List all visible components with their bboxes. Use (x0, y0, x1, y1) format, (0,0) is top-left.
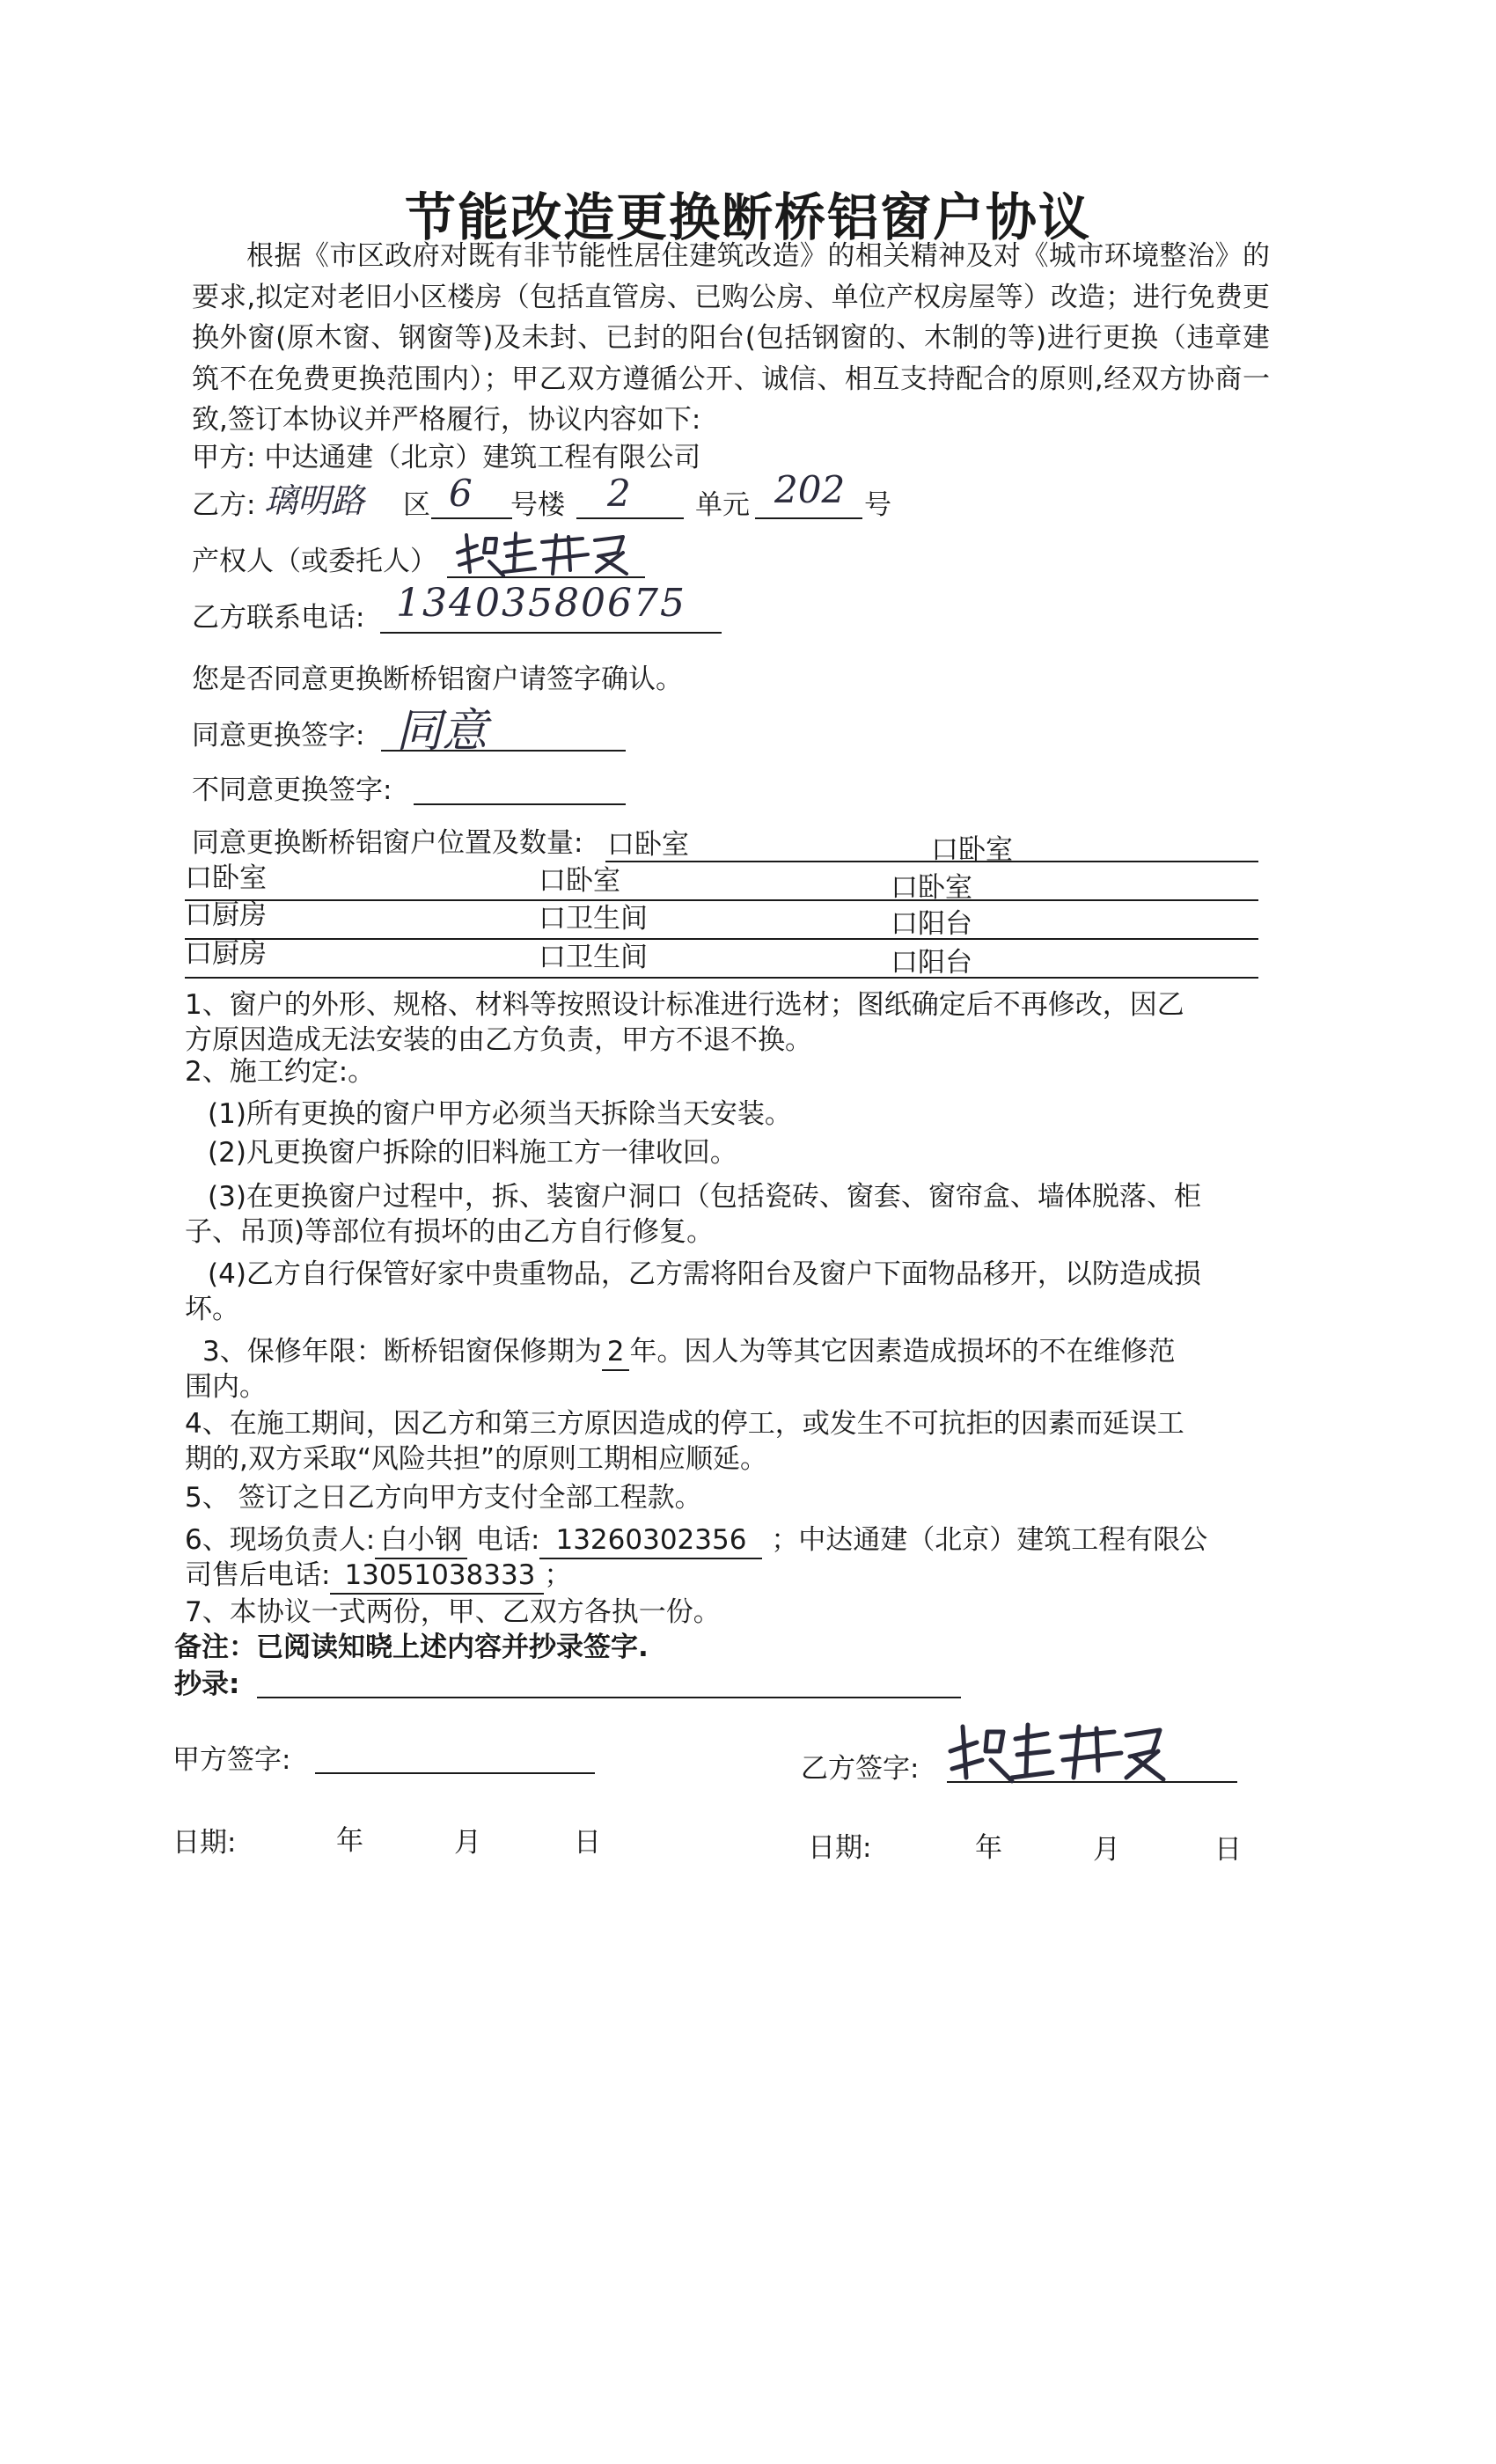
clause-1-line-1: 1、窗户的外形、规格、材料等按照设计标准进行选材；图纸确定后不再修改，因乙 (185, 989, 1184, 1021)
unit-label: 单元 (695, 489, 750, 521)
intro-paragraph (192, 236, 1270, 441)
window-option: 口卧室 (539, 865, 620, 897)
disagree-label: 不同意更换签字: (192, 774, 392, 806)
unit-number-handwritten: 2 (607, 472, 631, 515)
copy-label: 抄录: (174, 1668, 240, 1700)
building-underline (431, 517, 512, 519)
clause-6-line-2 (185, 1552, 571, 1592)
windows-row-line (185, 977, 1258, 979)
party-b-signature-image (942, 1716, 1170, 1786)
clause-3-prefix: 3、保修年限：断桥铝窗保修期为 (202, 1336, 602, 1368)
party-b-date-day: 日 (1214, 1834, 1242, 1866)
confirm-question: 您是否同意更换断桥铝窗户请签字确认。 (192, 664, 683, 695)
disagree-underline (414, 803, 626, 805)
party-a-row (192, 435, 700, 474)
owner-signature-image (451, 526, 644, 579)
party-b-sign-label: 乙方签字: (801, 1753, 920, 1785)
after-sales-tel-label: 司售后电话: (185, 1559, 331, 1591)
room-number-handwritten: 202 (774, 468, 846, 511)
warranty-years: 2 (602, 1336, 630, 1371)
party-a-sign-label: 甲方签字: (172, 1744, 291, 1776)
intro-text: 根据《市区政府对既有非节能性居住建筑改造》的相关精神及对《城市环境整治》的要求,拟定对老旧小区楼房（包括直管房、已购公房、单位产权房屋等）改造；进行免费更换外窗(原木窗、钢窗等)及未封、已封的阳台(包括钢窗的、木制的等)进行更换（违章建筑不在免费更换范围内）；甲乙双方遵循公开、诚信、相互支持配合的原则,经双方协商一致,签订本协议并严格履行，协议内容如下: (192, 240, 1270, 436)
windows-row-line (185, 899, 1258, 901)
window-option: 口卧室 (185, 862, 267, 894)
party-a-date-label: 日期: (172, 1827, 237, 1859)
party-a-date-year: 年 (336, 1825, 363, 1857)
building-number-handwritten: 6 (449, 472, 473, 515)
clause-6-suffix: ；中达通建（北京）建筑工程有限公 (771, 1524, 1208, 1556)
site-manager-name: 白小钢 (375, 1524, 467, 1559)
party-a-label: 甲方: (192, 442, 256, 473)
party-b-date-month: 月 (1093, 1834, 1120, 1866)
window-option: 口卫生间 (539, 903, 648, 935)
party-b-label: 乙方: (192, 489, 256, 521)
clause-3-line-2: 围内。 (185, 1371, 267, 1403)
remark: 备注：已阅读知晓上述内容并抄录签字. (174, 1632, 649, 1663)
window-option: 口卧室 (931, 834, 1013, 866)
clause-6-line-1 (185, 1517, 1207, 1557)
clause-3-line-1 (202, 1329, 1175, 1368)
room-label: 号 (864, 489, 891, 521)
phone-underline (380, 632, 722, 634)
party-a-name: 中达通建（北京）建筑工程有限公司 (264, 442, 701, 473)
party-b-district-suffix: 区 (403, 489, 430, 521)
party-b-date-year: 年 (975, 1832, 1002, 1864)
document-title: 节能改造更换断桥铝窗户协议 (404, 187, 1091, 247)
clause-2-4-line-2: 坏。 (185, 1294, 239, 1325)
clause-5: 5、 签订之日乙方向甲方支付全部工程款。 (185, 1482, 702, 1514)
clause-2-3-line-1: (3)在更换窗户过程中，拆、装窗户洞口（包括瓷砖、窗套、窗帘盒、墙体脱落、柜 (208, 1181, 1201, 1213)
phone-value-handwritten: 13403580675 (396, 581, 686, 626)
room-underline (755, 517, 862, 519)
clause-4-line-2: 期的,双方采取“风险共担”的原则工期相应顺延。 (185, 1443, 767, 1475)
building-label: 号楼 (510, 489, 565, 521)
window-option: 口卧室 (607, 829, 689, 861)
party-b-date-label: 日期: (808, 1832, 872, 1864)
phone-label: 乙方联系电话: (192, 602, 365, 634)
window-option: 口卫生间 (539, 942, 648, 973)
party-a-sign-underline (315, 1772, 595, 1774)
clause-6-end: ； (544, 1559, 572, 1591)
window-option: 口厨房 (185, 899, 267, 931)
site-manager-tel-label: 电话: (476, 1524, 540, 1556)
clause-2-4-line-1: (4)乙方自行保管好家中贵重物品，乙方需将阳台及窗户下面物品移开，以防造成损 (208, 1258, 1201, 1290)
party-b-district-handwritten: 璃明路 (264, 481, 365, 520)
agree-signature-handwritten: 同意 (396, 705, 488, 758)
party-a-date-day: 日 (574, 1827, 601, 1859)
blank-area (0, 2042, 1496, 2464)
windows-row-line (605, 861, 1258, 862)
party-a-date-month: 月 (454, 1827, 481, 1859)
window-option: 口阳台 (891, 908, 972, 940)
clause-7: 7、本协议一式两份，甲、乙双方各执一份。 (185, 1596, 721, 1628)
clause-2: 2、施工约定:。 (185, 1056, 376, 1088)
window-option: 口厨房 (185, 938, 267, 970)
clause-2-2: (2)凡更换窗户拆除的旧料施工方一律收回。 (208, 1137, 737, 1169)
windows-label: 同意更换断桥铝窗户位置及数量: (192, 827, 583, 859)
copy-underline (257, 1697, 961, 1698)
clause-2-3-line-2: 子、吊顶)等部位有损坏的由乙方自行修复。 (185, 1216, 715, 1248)
clause-2-1: (1)所有更换的窗户甲方必须当天拆除当天安装。 (208, 1098, 792, 1130)
agree-label: 同意更换签字: (192, 720, 365, 752)
clause-4-line-1: 4、在施工期间，因乙方和第三方原因造成的停工，或发生不可抗拒的因素而延误工 (185, 1408, 1184, 1440)
window-option: 口卧室 (891, 872, 972, 904)
site-manager-tel: 13260302356 (539, 1524, 762, 1559)
clause-1-line-2: 方原因造成无法安装的由乙方负责，甲方不退不换。 (185, 1024, 812, 1056)
clause-3-suffix: 年。因人为等其它因素造成损坏的不在维修范 (629, 1336, 1176, 1368)
unit-underline (576, 517, 684, 519)
window-option: 口阳台 (891, 947, 972, 979)
site-manager-label: 6、现场负责人: (185, 1524, 376, 1556)
after-sales-tel: 13051038333 (330, 1559, 544, 1595)
owner-label: 产权人（或委托人） (192, 546, 437, 577)
windows-row-line (185, 938, 1258, 940)
